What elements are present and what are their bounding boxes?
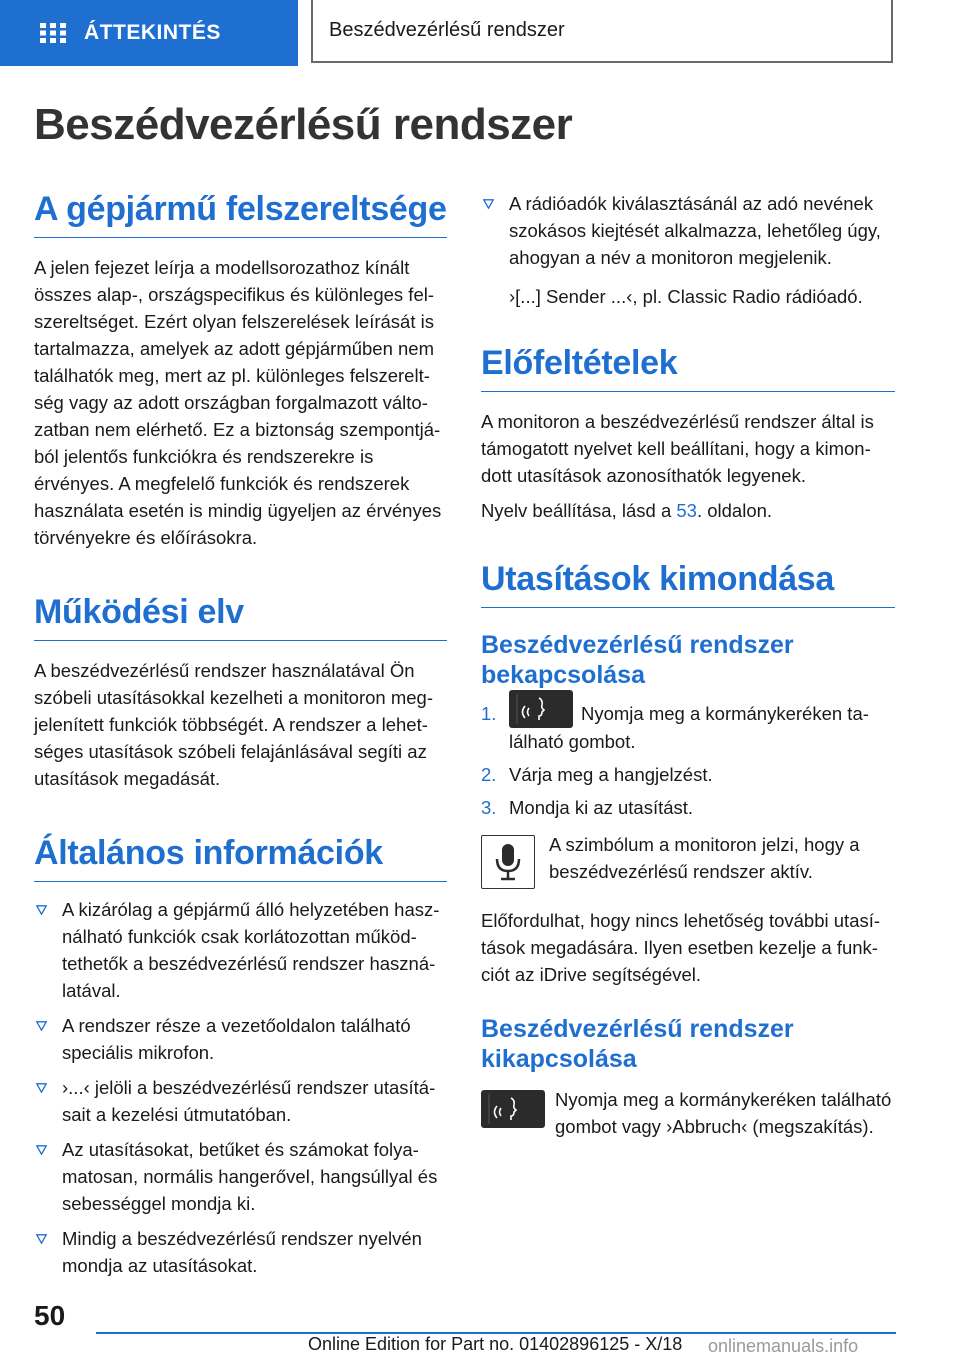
section-title-principle: Működési elv: [34, 593, 447, 641]
mic-info: [481, 835, 895, 889]
step-number: 2.: [481, 764, 497, 786]
triangle-bullet-icon: [36, 1021, 47, 1031]
list-item: Az utasításokat, betűket és számokat folyamatosan, normális hangerővel, hangsúllyal és sebességgel mondja ki.: [34, 1136, 447, 1217]
step-item: 3. Mondja ki az utasítást.: [481, 794, 895, 821]
section-title-general-info: Általános információk: [34, 834, 447, 882]
list-item: A kizárólag a gépjármű álló helyzetében használható funkciók csak korlátozottan működtethetők a beszédvezérlésű rendszer használatával.: [34, 896, 447, 1004]
list-item: A rendszer része a vezetőoldalon található speciális mikrofon.: [34, 1012, 447, 1066]
step-number: 3.: [481, 797, 497, 819]
list-item: ›...‹ jelöli a beszédvezérlésű rendszer utasításait a kezelési útmutatóban.: [34, 1074, 447, 1128]
nav-tab-overview[interactable]: [0, 0, 298, 66]
step-number: 1.: [481, 703, 497, 725]
page-link[interactable]: 53: [676, 500, 697, 522]
section-title-commands: Utasítások kimondása: [481, 560, 895, 608]
page-number: 50: [34, 1300, 66, 1331]
step-item: 1. Nyomja meg a kormánykeréken található gombot.: [481, 700, 895, 755]
breadcrumb: [311, 0, 893, 63]
prerequisites-text: A monitoron a beszédvezérlésű rendszer által is támogatott nyelvet kell beállítani, hogy a kimondott utasítások azonosíthatók legyenek.: [481, 411, 874, 487]
principle-text: A beszédvezérlésű rendszer használatával Ön szóbeli utasításokkal kezelheti a monitoron megjelenített funkciók többségét. A rendszer a lehetséges utasítások szóbeli felajánlásával segíti az utasítások megadását.: [34, 660, 433, 790]
list-item: A rádióadók kiválasztásánál az adó nevének szokásos kiejtését alkalmazza, lehetőleg úgy, ahogyan a név a monitoron megjelenik. ›[...] Sender ...‹, pl. Classic Radio rádióadó.: [481, 190, 895, 310]
page-header: [0, 0, 960, 66]
mic-text: A szimbólum a monitoron jelzi, hogy a beszédvezérlésű rendszer aktív.: [549, 834, 860, 883]
voice-command-icon: [481, 1090, 545, 1128]
radio-hint-list: [481, 190, 895, 310]
triangle-bullet-icon: [36, 1234, 47, 1244]
watermark-text: onlinemanuals.info: [708, 1336, 859, 1356]
step-item: 2. Várja meg a hangjelzést.: [481, 761, 895, 788]
subsection-title-activate: Beszédvezérlésű rendszer bekapcsolása: [481, 631, 794, 690]
section-title-equipment: A gépjármű felszereltsége: [34, 190, 447, 238]
microphone-icon: [493, 842, 523, 882]
voice-button-image: [481, 1090, 545, 1128]
list-item: Mindig a beszédvezérlésű rendszer nyelvén mondja az utasításokat.: [34, 1225, 447, 1279]
triangle-bullet-icon: [36, 1083, 47, 1093]
triangle-bullet-icon: [36, 1145, 47, 1155]
idrive-text: Előfordulhat, hogy nincs lehetőség további utasítások megadására. Ilyen esetben kezelje a funkciót az iDrive segítségével.: [481, 910, 881, 986]
radio-example: ›[...] Sender ...‹, pl. Classic Radio rádióadó.: [509, 286, 863, 307]
page-title: Beszédvezérlésű rendszer: [34, 100, 573, 149]
voice-button-image: [509, 690, 573, 728]
language-reference: Nyelv beállítása, lásd a 53. oldalon.: [481, 500, 773, 522]
triangle-bullet-icon: [36, 905, 47, 915]
deactivate-info: [481, 1086, 895, 1140]
left-column: [34, 190, 447, 1287]
edition-text: Online Edition for Part no. 01402896125 - X/18: [308, 1334, 683, 1354]
deactivate-text: Nyomja meg a kormánykeréken található gombot vagy ›Abbruch‹ (megszakítás).: [555, 1089, 892, 1138]
nav-tab-label: ÁTTEKINTÉS: [84, 21, 221, 44]
triangle-bullet-icon: [483, 199, 494, 209]
general-info-list: [34, 896, 447, 1279]
grid-menu-icon: [40, 23, 66, 43]
equipment-text: A jelen fejezet leírja a modellsorozathoz kínált összes alap-, országspecifikus és különleges felszereltséget. Ezért olyan felszerelések leírását is tartalmazza, amelyek az adott gépjárműben nem találhatók meg, mert az pl. különleges felszereltség vagy az adott országban forgalmazott változatban nem elérhető. Ez a biztonság szempontjából jelentős funkciókra és rendszerekre is érvényes. A megfelelő funkciók és rendszerek használata esetén is mindig ügyeljen az érvényes törvényekre és előírásokra.: [34, 257, 442, 549]
section-title-prerequisites: Előfeltételek: [481, 344, 895, 392]
subsection-title-deactivate: Beszédvezérlésű rendszer kikapcsolása: [481, 1015, 794, 1074]
activation-steps: [481, 700, 895, 821]
breadcrumb-text: Beszédvezérlésű rendszer: [329, 19, 565, 41]
voice-command-icon: [509, 690, 573, 728]
microphone-symbol: [481, 835, 535, 889]
right-column: [481, 190, 895, 1140]
